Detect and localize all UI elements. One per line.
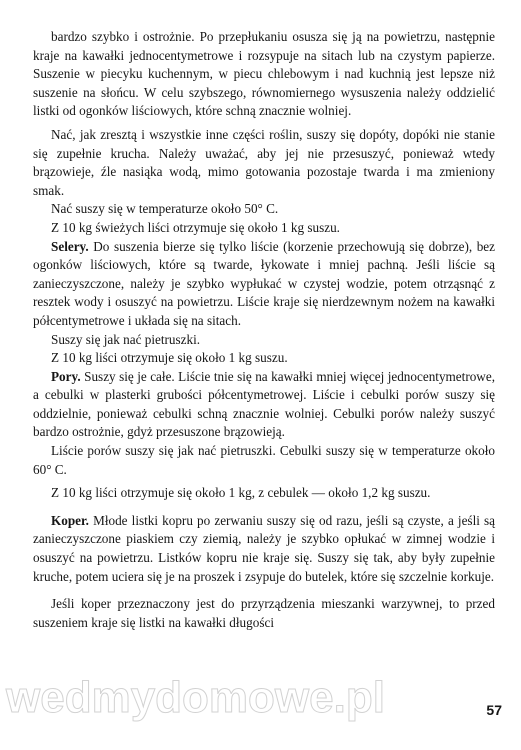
- watermark-text: wedmydomowe.pl: [6, 673, 385, 722]
- paragraph-text: Młode listki kopru po zerwaniu suszy się od razu, jeśli są czyste, a jeśli są zanieczyszczone piaskiem czy ziemią, należy je szybko opłukać w zimnej wodzie i osuszyć na powietrzu. Listków kopru nie kraje się. Suszy się tak, aby były zupełnie kruche, potem uciera się je na proszek i zsypuje do butelek, które się szczelnie korkuje.: [33, 512, 495, 584]
- paragraph-text: Z 10 kg świeżych liści otrzymuje się około 1 kg suszu.: [51, 219, 340, 235]
- paragraph-12: [33, 595, 495, 632]
- paragraph-text: Nać suszy się w temperaturze około 50° C.: [51, 201, 279, 217]
- paragraph-6: [33, 331, 495, 350]
- watermark: [0, 668, 521, 728]
- paragraph-10: [33, 484, 495, 503]
- paragraph-3: [33, 200, 495, 219]
- paragraph-5: [33, 238, 495, 331]
- page-number: 57: [486, 702, 502, 718]
- page-body: [33, 28, 495, 632]
- paragraph-text: Suszy się je całe. Liście tnie się na kawałki mniej więcej jednocentymetrowe, a cebulki w plasterki grubości półcentymetrowej. Liście i cebulki porów suszy się oddzielnie, ponieważ cebulki schną znacznie wolniej. Cebulki porów należy suszyć bardzo ostrożnie, gdyż przesuszone brązowieją.: [33, 368, 495, 440]
- paragraph-text: Jeśli koper przeznaczony jest do przyrządzenia mieszanki warzywnej, to przed suszeniem kraje się listki na kawałki długości: [33, 596, 495, 630]
- paragraph-text: bardzo szybko i ostrożnie. Po przepłukaniu osusza się ją na powietrzu, następnie kraje na kawałki jednocentymetrowe i rozsypuje na sitach lub na czystym papierze. Suszenie w piecyku kuchennym, w piecu chlebowym i nad kuchnią jest lepsze niż suszenie na słońcu. W celu szybszego, równomiernego wysuszenia należy oddzielić listki od ogonków liściowych, które schną znacznie wolniej.: [33, 29, 495, 119]
- paragraph-text: Liście porów suszy się jak nać pietruszki. Cebulki suszy się w temperaturze około 60° C.: [33, 443, 495, 477]
- paragraph-text: Z 10 kg liści otrzymuje się około 1 kg, z cebulek — około 1,2 kg suszu.: [51, 485, 431, 501]
- paragraph-11: [33, 512, 495, 586]
- paragraph-lead: Selery.: [51, 238, 89, 254]
- paragraph-2: [33, 126, 495, 200]
- paragraph-lead: Koper.: [51, 512, 89, 528]
- paragraph-text: Do suszenia bierze się tylko liście (korzenie przechowują się dobrze), bez ogonków liściowych, które są twarde, łykowate i mniej pachną. Jeśli liście są zanieczyszczone, należy je szybko wypłukać w czystej wodzie, potem otrząsnąć z resztek wody i osuszyć na powietrzu. Liście kraje się nierdzewnym nożem na kawałki półcentymetrowe i układa się na sitach.: [33, 238, 495, 328]
- paragraph-text: Suszy się jak nać pietruszki.: [51, 331, 201, 347]
- paragraph-4: [33, 219, 495, 238]
- paragraph-9: [33, 442, 495, 479]
- paragraph-text: Nać, jak zresztą i wszystkie inne części roślin, suszy się dopóty, dopóki nie stanie się zupełnie krucha. Należy uważać, aby jej nie przesuszyć, ponieważ wtedy brązowieje, źle nasiąka wodą, mimo gotowania pozostaje twarda i ma zmieniony smak.: [33, 126, 495, 198]
- paragraph-1: [33, 28, 495, 121]
- paragraph-lead: Pory.: [51, 368, 81, 384]
- paragraph-7: [33, 349, 495, 368]
- paragraph-text: Z 10 kg liści otrzymuje się około 1 kg suszu.: [51, 350, 288, 366]
- paragraph-8: [33, 368, 495, 442]
